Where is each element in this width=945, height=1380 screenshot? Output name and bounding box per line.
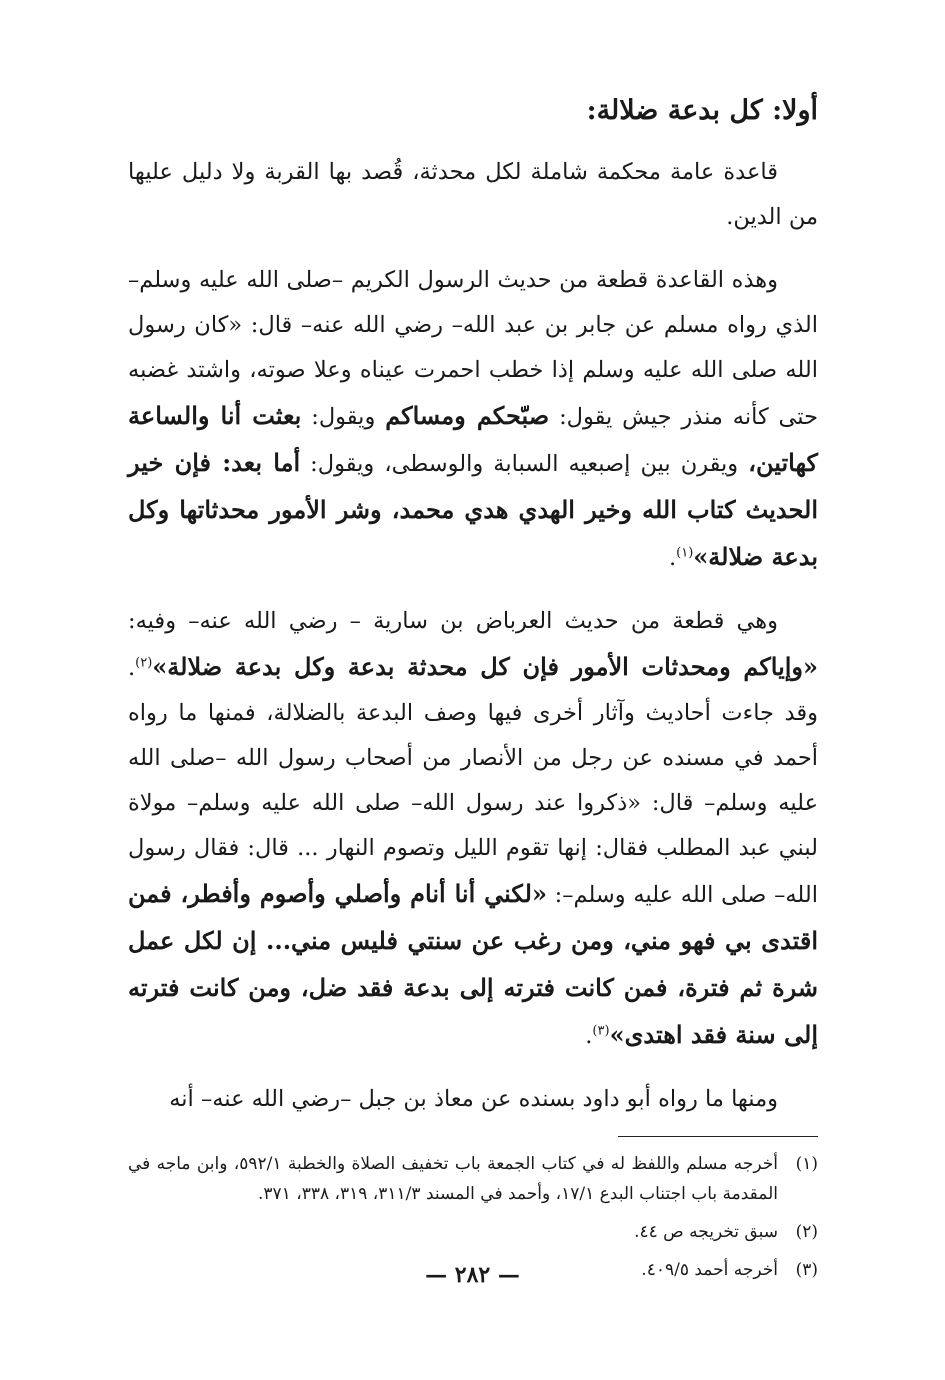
paragraph-1: قاعدة عامة محكمة شاملة لكل محدثة، قُصد بها القربة ولا دليل عليها من الدين. bbox=[128, 158, 818, 230]
paragraph-4: ومنها ما رواه أبو داود بسنده عن معاذ بن جبل –رضي الله عنه– أنه bbox=[169, 1085, 778, 1112]
p3-bold-1: «وإياكم ومحدثات الأمور فإن كل محدثة بدعة وكل بدعة ضلالة» bbox=[152, 651, 818, 681]
p2-end: . bbox=[669, 544, 677, 571]
footnote-number: (١) bbox=[795, 1153, 818, 1174]
footnote-divider bbox=[618, 1136, 818, 1137]
p2-text-a: وهذه القاعدة قطعة من حديث الرسول الكريم –صلى الله عليه وسلم– الذي رواه مسلم عن جابر بن عبد الله– رضي الله عنه– قال: «كان رسول الله صلى الله عليه وسلم إذا خطب احمرت عيناه وعلا صوته، واشتد غضبه حتى كأنه منذر جيش يقول: bbox=[128, 266, 819, 430]
footnote-text: أخرجه مسلم واللفظ له في كتاب الجمعة باب تخفيف الصلاة والخطبة ٥٩٢/١، وابن ماجه في المقدمة باب اجتناب البدع ١٧/١، وأحمد في المسند ٣١١/٣، ٣١٩، ٣٣٨، ٣٧١. bbox=[128, 1153, 778, 1204]
section-heading: أولا: كل بدعة ضلالة: bbox=[586, 95, 818, 126]
footnote-2 bbox=[128, 1217, 818, 1247]
p3-text-c: . وقد جاءت أحاديث وآثار أخرى فيها وصف البدعة بالضلالة، فمنها ما رواه أحمد في مسنده عن رجل من الأنصار من أصحاب رسول الله –صلى الله عليه وسلم– قال: «ذكروا عند رسول الله– صلى الله عليه وسلم– مولاة لبني عبد المطلب فقال: إنها تقوم الليل وتصوم النهار ... قال: فقال رسول الله– صلى الله عليه وسلم–: bbox=[128, 654, 818, 908]
paragraph-3 bbox=[128, 599, 818, 1059]
footnote-ref-1: (١) bbox=[676, 545, 694, 561]
footnote-1 bbox=[128, 1149, 818, 1209]
p3-text-a: وهي قطعة من حديث العرباض بن سارية – رضي الله عنه– وفيه: bbox=[128, 607, 778, 634]
p3-bold-2: «لكني أنا أنام وأصلي وأصوم وأفطر، فمن اقتدى بي فهو مني، ومن رغب عن سنتي فليس مني... إن لكل عمل شرة ثم فترة، فمن كانت فترته إلى بدعة فقد ضل، ومن كانت فترته إلى سنة فقد اهتدى» bbox=[128, 878, 818, 1049]
page-body bbox=[128, 92, 818, 1293]
footnote-text: أخرجه أحمد ٤٠٩/٥. bbox=[641, 1259, 778, 1280]
footnote-number: (٣) bbox=[795, 1259, 818, 1280]
footnote-ref-2: (٢) bbox=[135, 655, 153, 671]
p2-bold-1: صبّحكم ومساكم bbox=[385, 400, 550, 430]
page-number: — ٢٨٢ — bbox=[425, 1262, 520, 1288]
p3-end: . bbox=[585, 1022, 593, 1049]
p2-text-d: ويقرن بين إصبعيه السبابة والوسطى، ويقول: bbox=[300, 450, 749, 477]
footnote-text: سبق تخريجه ص ٤٤. bbox=[634, 1221, 778, 1242]
p2-bold-2: بعثت أنا والساعة كهاتين، bbox=[128, 400, 818, 477]
p2-bold-3: أما بعد: فإن خير الحديث كتاب الله وخير الهدي هدي محمد، وشر الأمور محدثاتها وكل بدعة ضلالة» bbox=[128, 447, 818, 571]
footnote-number: (٢) bbox=[795, 1221, 818, 1242]
paragraph-2 bbox=[128, 258, 818, 581]
p2-text-c: ويقول: bbox=[301, 403, 386, 430]
footnote-ref-3: (٣) bbox=[592, 1023, 610, 1039]
